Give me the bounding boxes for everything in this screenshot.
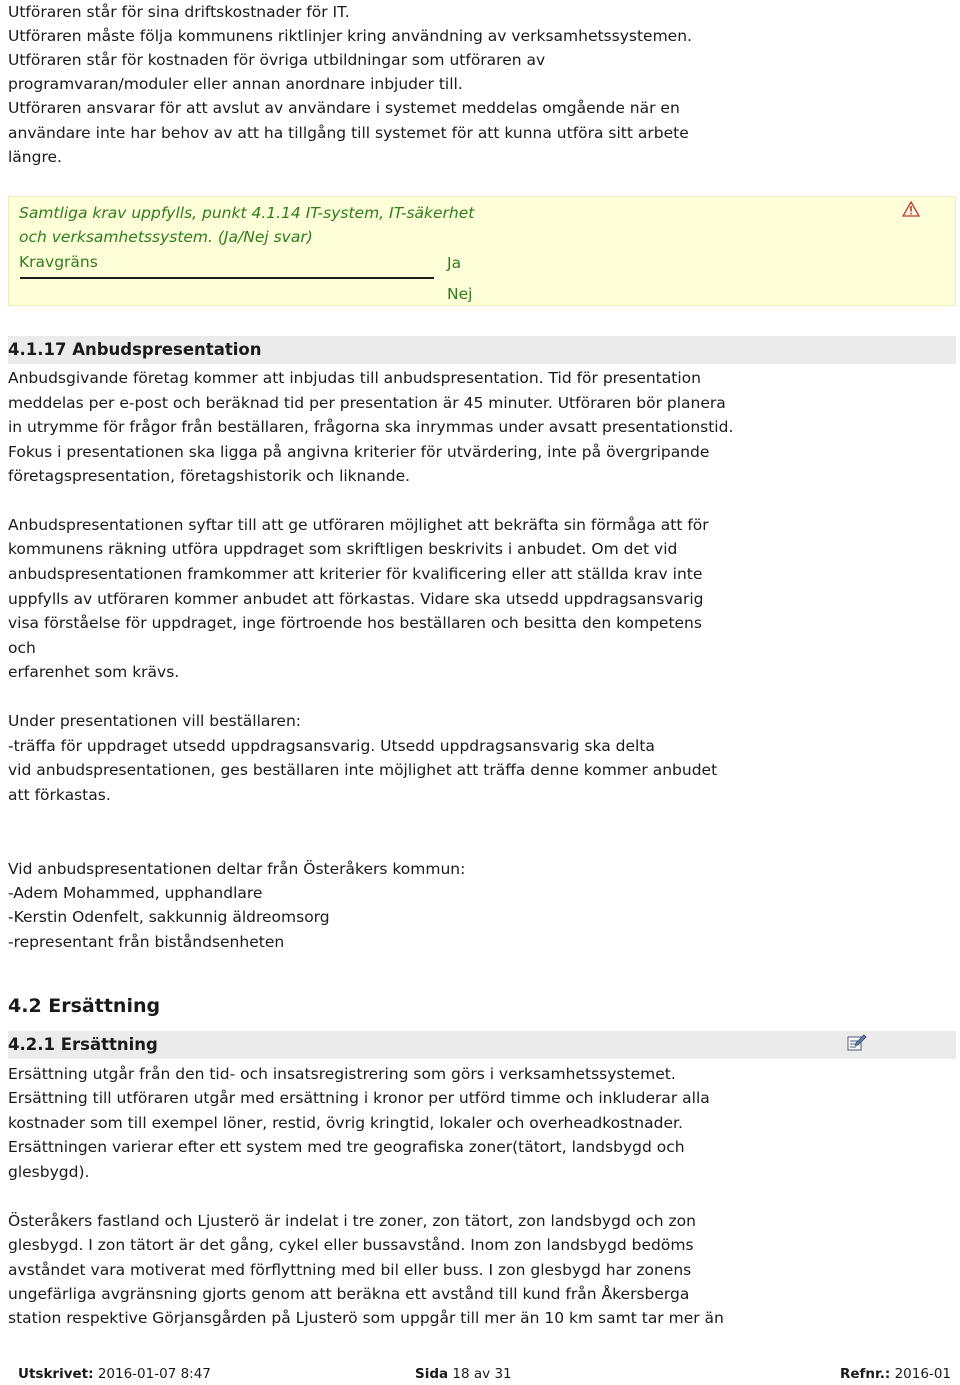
footer-printed-value: 2016-01-07 8:47 — [97, 1366, 211, 1382]
text-line: Utföraren måste följa kommunens riktlinjer kring användning av verksamhetssystemen. — [8, 27, 692, 45]
footer-ref-value: 2016-01 — [894, 1366, 951, 1382]
text-line: Utföraren står för sina driftskostnader för IT. — [8, 3, 350, 21]
text-line: programvaran/moduler eller annan anordnare inbjuder till. — [8, 75, 463, 93]
edit-note-icon[interactable] — [847, 1034, 867, 1052]
text-line: -Adem Mohammed, upphandlare — [8, 884, 263, 902]
text-line: Utföraren står för kostnaden för övriga utbildningar som utföraren av — [8, 51, 546, 69]
text-line: meddelas per e-post och beräknad tid per presentation är 45 minuter. Utföraren bör planera — [8, 394, 726, 412]
text-line: användare inte har behov av att ha tillgång till systemet för att kunna utföra sitt arbete — [8, 124, 689, 142]
text-line: Ersättningen varierar efter ett system med tre geografiska zoner(tätort, landsbygd och — [8, 1138, 685, 1156]
footer-page — [415, 1365, 512, 1383]
text-line: visa förståelse för uppdraget, inge förtroende hos beställaren och besitta den kompetens — [8, 614, 702, 632]
text-line: Ersättning till utföraren utgår med ersättning i kronor per utförd timme och inkluderar alla — [8, 1089, 710, 1107]
requirement-label: Kravgräns — [19, 253, 98, 271]
text-line: erfarenhet som krävs. — [8, 663, 180, 681]
text-line: Österåkers fastland och Ljusterö är indelat i tre zoner, zon tätort, zon landsbygd och zon — [8, 1212, 696, 1230]
text-line: station respektive Görjansgården på Ljusterö som uppgår till mer än 10 km samt tar mer än — [8, 1309, 724, 1327]
text-line: Under presentationen vill beställaren: — [8, 712, 302, 730]
warning-icon — [902, 201, 920, 217]
text-line: glesbygd. I zon tätort är det gång, cykel eller bussavstånd. Inom zon landsbygd bedöms — [8, 1236, 694, 1254]
text-line: anbudspresentationen framkommer att kriterier för kvalificering eller att ställda krav inte — [8, 565, 703, 583]
text-line: Anbudspresentationen syftar till att ge utföraren möjlighet att bekräfta sin förmåga att för — [8, 516, 709, 534]
requirement-box — [8, 196, 956, 306]
section-title-4-2: 4.2 Ersättning — [8, 995, 161, 1017]
requirement-divider — [20, 277, 434, 279]
text-line: -träffa för uppdraget utsedd uppdragsansvarig. Utsedd uppdragsansvarig ska delta — [8, 737, 655, 755]
text-line: Fokus i presentationen ska ligga på angivna kriterier för utvärdering, inte på övergripande — [8, 443, 710, 461]
text-line: -Kerstin Odenfelt, sakkunnig äldreomsorg — [8, 908, 330, 926]
text-line: vid anbudspresentationen, ges beställaren inte möjlighet att träffa denne kommer anbudet — [8, 761, 718, 779]
text-line: -representant från biståndsenheten — [8, 933, 285, 951]
option-ja[interactable]: Ja — [447, 254, 462, 272]
text-line: glesbygd). — [8, 1163, 90, 1181]
footer-page-label: Sida — [415, 1366, 449, 1382]
text-line: kommunens räkning utföra uppdraget som skriftligen beskrivits i anbudet. Om det vid — [8, 540, 678, 558]
text-line: ungefärliga avgränsning gjorts genom att beräkna ett avstånd till kund från Åkersberga — [8, 1285, 690, 1303]
footer-ref-label: Refnr.: — [840, 1366, 891, 1382]
option-nej[interactable]: Nej — [447, 285, 473, 303]
footer-page-value: 18 av 31 — [452, 1366, 512, 1382]
text-line: avståndet vara motiverat med förflyttning med bil eller buss. I zon glesbygd har zonens — [8, 1261, 692, 1279]
footer-printed — [18, 1365, 211, 1383]
text-line: in utrymme för frågor från beställaren, frågorna ska inrymmas under avsatt presentationstid. — [8, 418, 734, 436]
text-line: Utföraren ansvarar för att avslut av användare i systemet meddelas omgående när en — [8, 99, 680, 117]
section-header-4-1-17 — [8, 336, 956, 364]
requirement-question-line2: och verksamhetssystem. (Ja/Nej svar) — [19, 228, 313, 246]
footer-ref — [840, 1365, 951, 1383]
section-title: 4.1.17 Anbudspresentation — [8, 340, 262, 359]
text-line: längre. — [8, 148, 62, 166]
text-line: Anbudsgivande företag kommer att inbjudas till anbudspresentation. Tid för presentation — [8, 369, 701, 387]
section-title: 4.2.1 Ersättning — [8, 1035, 158, 1054]
text-line: Vid anbudspresentationen deltar från Österåkers kommun: — [8, 860, 466, 878]
text-line: kostnader som till exempel löner, restid, övrig kringtid, lokaler och overheadkostnader. — [8, 1114, 683, 1132]
text-line: att förkastas. — [8, 786, 111, 804]
text-line: och — [8, 639, 36, 657]
footer-printed-label: Utskrivet: — [18, 1366, 94, 1382]
section-header-4-2-1 — [8, 1031, 956, 1059]
requirement-question-line1: Samtliga krav uppfylls, punkt 4.1.14 IT-system, IT-säkerhet — [19, 204, 475, 222]
text-line: uppfylls av utföraren kommer anbudet att förkastas. Vidare ska utsedd uppdragsansvarig — [8, 590, 704, 608]
text-line: företagspresentation, företagshistorik och liknande. — [8, 467, 411, 485]
text-line: Ersättning utgår från den tid- och insatsregistrering som görs i verksamhetssystemet. — [8, 1065, 676, 1083]
